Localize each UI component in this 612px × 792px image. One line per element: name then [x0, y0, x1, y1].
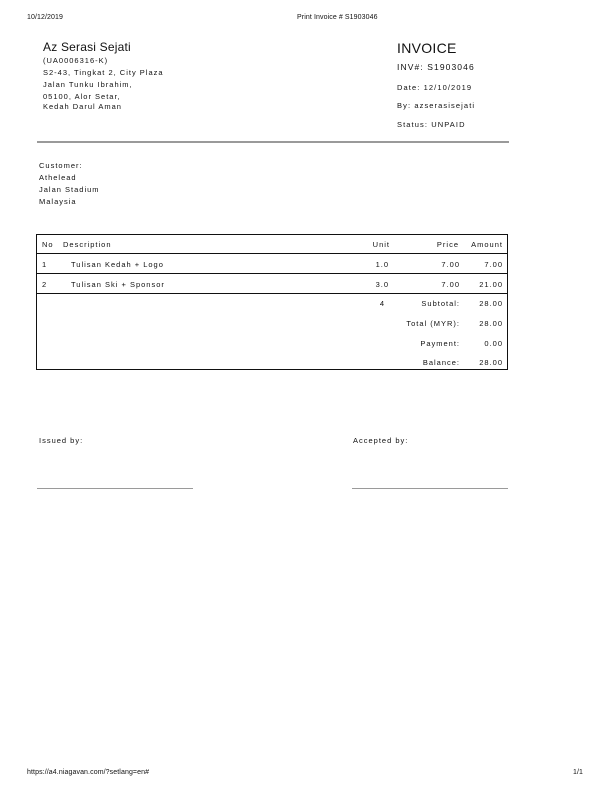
invoice-number: INV#: S1903046 — [397, 62, 475, 72]
column-header-no: No — [42, 240, 54, 249]
row-amount: 7.00 — [484, 260, 503, 269]
total-label: Total (MYR): — [406, 319, 460, 328]
company-address-line-2: Jalan Tunku Ibrahim, — [43, 80, 133, 89]
issued-by-label: Issued by: — [39, 436, 84, 445]
subtotal-label: Subtotal: — [421, 299, 460, 308]
items-table — [36, 234, 508, 370]
column-header-unit: Unit — [372, 240, 390, 249]
total-value: 28.00 — [479, 319, 503, 328]
row-unit: 3.0 — [375, 280, 389, 289]
company-address-line-4: Kedah Darul Aman — [43, 102, 122, 111]
subtotal-value: 28.00 — [479, 299, 503, 308]
customer-name: Athelead — [39, 173, 77, 182]
accepted-by-signature-line — [352, 488, 508, 489]
row-price: 7.00 — [441, 260, 460, 269]
row-amount: 21.00 — [479, 280, 503, 289]
row-description: Tulisan Kedah + Logo — [71, 260, 164, 269]
row-unit: 1.0 — [375, 260, 389, 269]
page-number: 1/1 — [573, 769, 584, 776]
header-row-divider — [37, 253, 507, 254]
invoice-issuer: By: azserasisejati — [397, 101, 476, 110]
print-url: https://a4.niagavan.com/?setlang=en# — [27, 769, 150, 776]
invoice-date: Date: 12/10/2019 — [397, 83, 473, 92]
balance-label: Balance: — [422, 358, 460, 367]
company-address-line-3: 05100, Alor Setar, — [43, 92, 121, 101]
row-description: Tulisan Ski + Sponsor — [71, 280, 165, 289]
payment-label: Payment: — [420, 339, 460, 348]
invoice-status: Status: UNPAID — [397, 120, 466, 129]
payment-value: 0.00 — [484, 339, 503, 348]
column-header-price: Price — [436, 240, 459, 249]
row-price: 7.00 — [441, 280, 460, 289]
header-divider — [37, 141, 509, 143]
accepted-by-label: Accepted by: — [353, 436, 409, 445]
customer-label: Customer: — [39, 161, 83, 170]
print-title: Print Invoice # S1903046 — [297, 14, 378, 21]
customer-address: Jalan Stadium — [39, 185, 100, 194]
column-header-amount: Amount — [471, 240, 503, 249]
company-registration: (UA0006316-K) — [43, 56, 109, 65]
row-divider — [37, 273, 507, 274]
row-no: 1 — [42, 260, 48, 269]
summary-divider — [37, 293, 507, 294]
row-no: 2 — [42, 280, 48, 289]
customer-country: Malaysia — [39, 197, 77, 206]
issued-by-signature-line — [37, 488, 193, 489]
company-name: Az Serasi Sejati — [43, 40, 131, 54]
column-header-description: Description — [63, 240, 112, 249]
print-date: 10/12/2019 — [27, 14, 64, 21]
invoice-title: INVOICE — [397, 40, 457, 56]
unit-total: 4 — [379, 299, 385, 308]
company-address-line-1: S2-43, Tingkat 2, City Plaza — [43, 68, 164, 77]
balance-value: 28.00 — [479, 358, 503, 367]
